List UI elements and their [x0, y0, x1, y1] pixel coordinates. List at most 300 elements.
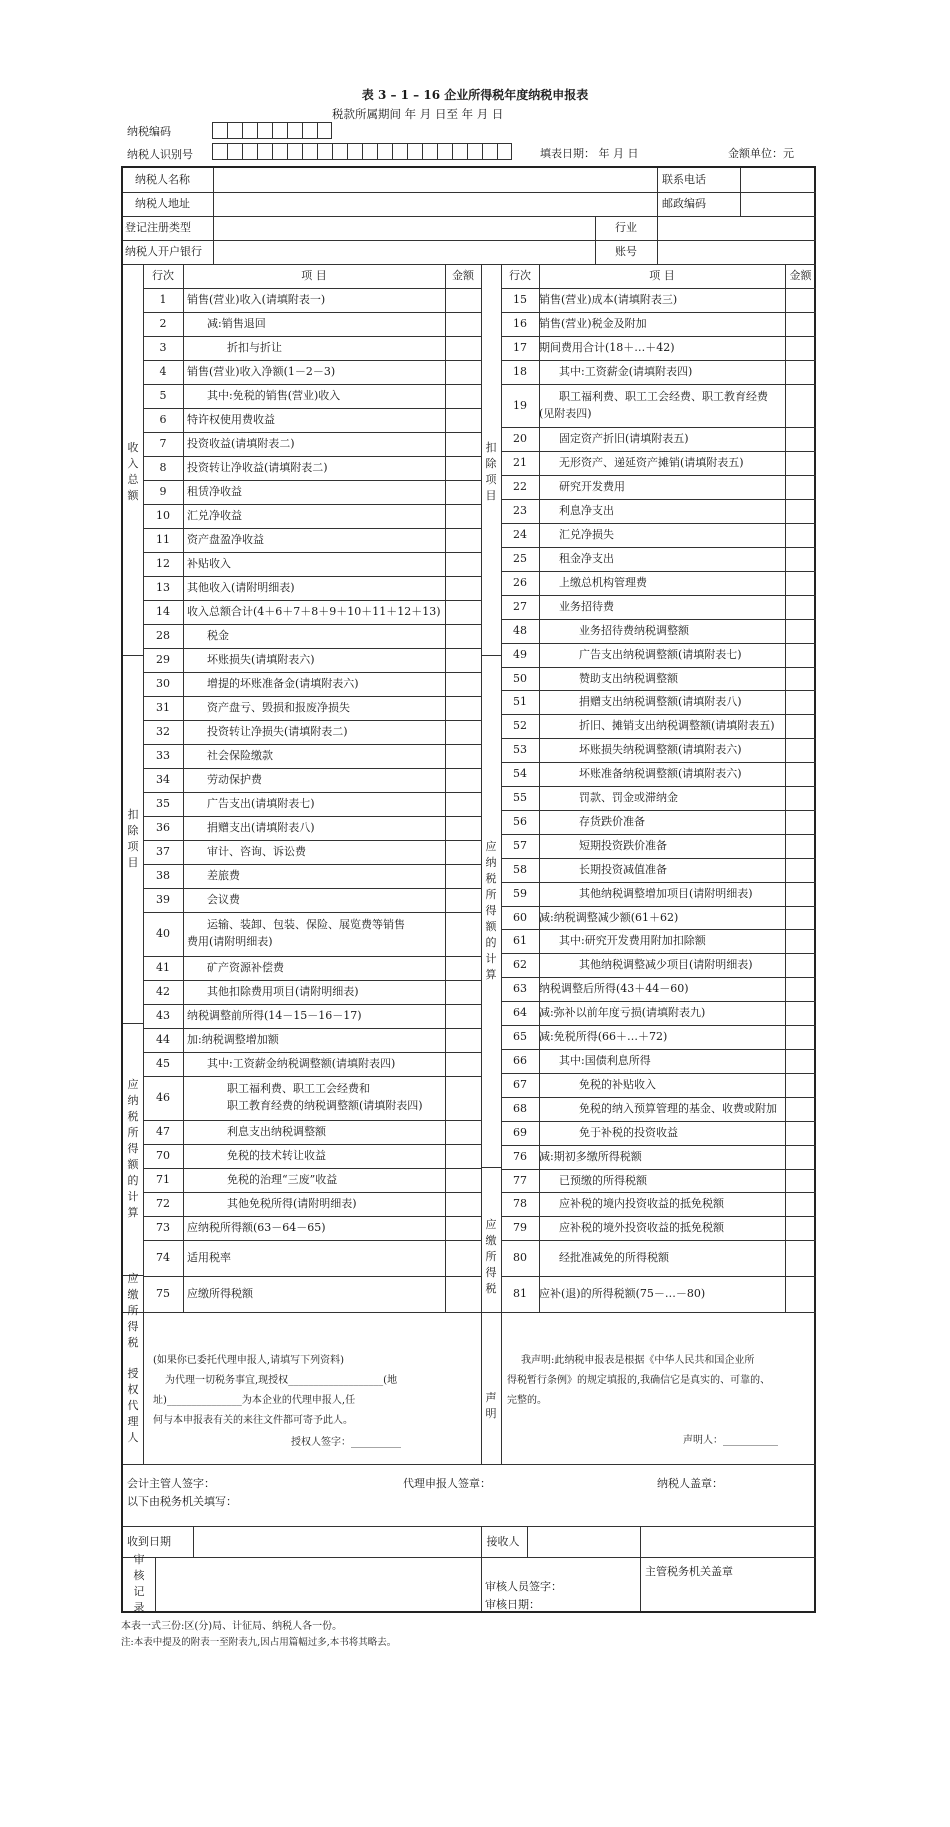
amount-input[interactable]: [445, 1028, 481, 1052]
row-label-line: 职工教育经费的纳税调整额(请填附表四): [227, 1099, 423, 1112]
row-label: 存货跌价准备: [579, 815, 645, 828]
row-number: 35: [156, 797, 170, 810]
row-label: 减:弥补以前年度亏损(请填附表九): [539, 1006, 706, 1019]
amount-input[interactable]: [785, 786, 816, 810]
agent-line-2: 为代理一切税务事宜,现授权___________________(地: [165, 1375, 398, 1386]
tax-period: 税款所属期间 年 月 日至 年 月 日: [332, 107, 504, 121]
row-label: 免税的补贴收入: [579, 1078, 656, 1091]
registration-type-label: 登记注册类型: [125, 221, 191, 234]
row-number: 53: [513, 743, 527, 756]
row-label: 期间费用合计(18＋…＋42): [539, 341, 675, 354]
amount-input[interactable]: [785, 1049, 816, 1073]
amount-input[interactable]: [445, 1076, 481, 1120]
right-row-header: 行次: [509, 269, 531, 282]
row-number: 46: [156, 1091, 170, 1104]
row-label: 免税的技术转让收益: [227, 1149, 326, 1162]
left-row-header: 行次: [152, 269, 174, 282]
row-number: 56: [513, 815, 527, 828]
row-number: 71: [156, 1173, 170, 1186]
row-label: 纳税调整后所得(43＋44－60): [539, 982, 689, 995]
row-label: 已预缴的所得税额: [559, 1174, 647, 1187]
accountant-signature[interactable]: 会计主管人签字：: [127, 1477, 215, 1490]
amount-input[interactable]: [445, 528, 481, 552]
amount-input[interactable]: [785, 738, 816, 762]
amount-input[interactable]: [445, 1276, 481, 1312]
amount-input[interactable]: [785, 571, 816, 595]
receiver-label: 接收人: [486, 1535, 520, 1548]
row-number: 14: [156, 605, 170, 618]
amount-input[interactable]: [445, 312, 481, 336]
industry-label: 行业: [615, 221, 637, 234]
amount-input[interactable]: [785, 1097, 816, 1121]
statement-signature[interactable]: 声明人：___________: [683, 1435, 778, 1446]
amount-input[interactable]: [785, 810, 816, 834]
audit-section-label: 审 核 记 录: [133, 1553, 145, 1614]
row-number: 1: [159, 293, 167, 306]
amount-input[interactable]: [445, 912, 481, 956]
amount-input[interactable]: [785, 523, 816, 547]
fill-date: 填表日期： 年 月 日: [540, 147, 639, 160]
amount-input[interactable]: [445, 768, 481, 792]
row-number: 72: [156, 1197, 170, 1210]
row-label: 经批准减免的所得税额: [559, 1251, 669, 1264]
amount-input[interactable]: [445, 288, 481, 312]
row-label: 减:销售退回: [207, 317, 266, 330]
amount-input[interactable]: [445, 792, 481, 816]
amount-input[interactable]: [445, 672, 481, 696]
amount-input[interactable]: [785, 451, 816, 475]
row-label: 汇兑净损失: [559, 528, 614, 541]
row-number: 52: [513, 719, 527, 732]
row-number: 24: [513, 528, 527, 541]
row-number: 66: [513, 1054, 527, 1067]
tax-office-seal: 主管税务机关盖章: [645, 1565, 733, 1578]
amount-input[interactable]: [785, 762, 816, 786]
row-label: 劳动保护费: [207, 773, 262, 786]
row-number: 54: [513, 767, 527, 780]
amount-input[interactable]: [445, 648, 481, 672]
row-number: 32: [156, 725, 170, 738]
amount-input[interactable]: [785, 1240, 816, 1276]
row-label: 应纳税所得额(63－64－65): [187, 1221, 326, 1234]
amount-input[interactable]: [445, 504, 481, 528]
row-number: 44: [156, 1033, 170, 1046]
amount-input[interactable]: [785, 882, 816, 906]
amount-input[interactable]: [445, 600, 481, 624]
row-number: 63: [513, 982, 527, 995]
row-label: 汇兑净收益: [187, 509, 242, 522]
amount-input[interactable]: [445, 1216, 481, 1240]
right-item-header: 项 目: [649, 269, 675, 282]
amount-input[interactable]: [785, 1073, 816, 1097]
row-label: 广告支出纳税调整额(请填附表七): [579, 648, 742, 661]
note-appendix: 注:本表中提及的附表一至附表九,因占用篇幅过多,本书将其略去。: [121, 1637, 397, 1648]
row-label: 其他纳税调整减少项目(请附明细表): [579, 958, 753, 971]
amount-input[interactable]: [445, 480, 481, 504]
row-number: 80: [513, 1251, 527, 1264]
row-number: 28: [156, 629, 170, 642]
amount-input[interactable]: [445, 980, 481, 1004]
row-number: 62: [513, 958, 527, 971]
amount-input[interactable]: [785, 360, 816, 384]
amount-input[interactable]: [785, 667, 816, 691]
amount-input[interactable]: [785, 1001, 816, 1025]
row-label: 折旧、摊销支出纳税调整额(请填附表五): [579, 719, 775, 732]
row-label: 资产盘亏、毁损和报废净损失: [207, 701, 350, 714]
row-label: 租金净支出: [559, 552, 614, 565]
payable-left-section-label: 应 缴 所 得 税: [127, 1272, 139, 1349]
row-number: 79: [513, 1221, 527, 1234]
row-number: 65: [513, 1030, 527, 1043]
row-number: 74: [156, 1251, 170, 1264]
amount-input[interactable]: [785, 1145, 816, 1169]
row-number: 5: [159, 389, 167, 402]
row-number: 26: [513, 576, 527, 589]
amount-input[interactable]: [785, 288, 816, 312]
row-label: 免税的治理“三废”收益: [227, 1173, 338, 1186]
row-number: 39: [156, 893, 170, 906]
amount-input[interactable]: [445, 360, 481, 384]
agent-line-4: 何与本申报表有关的来往文件都可寄予此人。: [153, 1415, 353, 1426]
deduct-section-label: 扣 除 项 目: [127, 808, 139, 869]
taxpayer-seal[interactable]: 纳税人盖章：: [657, 1477, 723, 1490]
row-number: 69: [513, 1126, 527, 1139]
statement-section-label: 声 明: [485, 1390, 497, 1420]
row-label: 减:期初多缴所得税额: [539, 1150, 642, 1163]
row-number: 76: [513, 1150, 527, 1163]
amount-input[interactable]: [445, 1004, 481, 1028]
account-label: 账号: [615, 245, 637, 258]
row-label: 短期投资跌价准备: [579, 839, 667, 852]
taxable-left-section-label: 应 纳 税 所 得 额 的 计 算: [127, 1078, 139, 1219]
row-number: 16: [513, 317, 527, 330]
row-number: 81: [513, 1287, 527, 1300]
row-label: 免税的纳入预算管理的基金、收费或附加: [579, 1102, 777, 1115]
row-label: 会议费: [207, 893, 240, 906]
agent-seal[interactable]: 代理申报人签章：: [403, 1477, 491, 1490]
row-label: 其中:研究开发费用附加扣除额: [559, 934, 706, 947]
row-label-line: 职工福利费、职工工会经费和: [227, 1082, 370, 1095]
row-label: 长期投资减值准备: [579, 863, 667, 876]
row-label: 其中:工资薪金(请填附表四): [559, 365, 693, 378]
row-number: 8: [159, 461, 167, 474]
row-label: 无形资产、递延资产摊销(请填附表五): [559, 456, 744, 469]
amount-input[interactable]: [785, 547, 816, 571]
row-number: 41: [156, 961, 170, 974]
amount-input[interactable]: [785, 690, 816, 714]
row-number: 45: [156, 1057, 170, 1070]
amount-input[interactable]: [445, 624, 481, 648]
row-number: 2: [159, 317, 167, 330]
row-number: 68: [513, 1102, 527, 1115]
row-label: 销售(营业)成本(请填附表三): [539, 293, 678, 306]
row-number: 23: [513, 504, 527, 517]
row-label: 利息支出纳税调整额: [227, 1125, 326, 1138]
row-label: 矿产资源补偿费: [207, 961, 284, 974]
row-number: 36: [156, 821, 170, 834]
amount-input[interactable]: [785, 714, 816, 738]
row-number: 64: [513, 1006, 527, 1019]
tax-return-table: [121, 166, 816, 1613]
row-label: 其中:免税的销售(营业)收入: [207, 389, 341, 402]
row-number: 18: [513, 365, 527, 378]
row-number: 12: [156, 557, 170, 570]
amount-input[interactable]: [785, 834, 816, 858]
amount-input[interactable]: [445, 888, 481, 912]
row-label: 纳税调整前所得(14－15－16－17): [187, 1009, 362, 1022]
row-number: 38: [156, 869, 170, 882]
tax-office-fill-label: 以下由税务机关填写：: [127, 1495, 237, 1508]
row-number: 25: [513, 552, 527, 565]
amount-input[interactable]: [445, 864, 481, 888]
taxpayer-name-label: 纳税人名称: [135, 173, 190, 186]
row-label: 资产盘盈净收益: [187, 533, 264, 546]
amount-input[interactable]: [445, 696, 481, 720]
row-number: 70: [156, 1149, 170, 1162]
row-label: 投资转让净损失(请填附表二): [207, 725, 348, 738]
row-number: 37: [156, 845, 170, 858]
row-label: 适用税率: [187, 1251, 231, 1264]
amount-input[interactable]: [785, 953, 816, 977]
row-label: 捐赠支出(请填附表八): [207, 821, 315, 834]
right-amount-header: 金额: [789, 269, 812, 282]
amount-input[interactable]: [445, 1168, 481, 1192]
row-label: 应补税的境外投资收益的抵免税额: [559, 1221, 724, 1234]
agent-signature[interactable]: 授权人签字：__________: [291, 1437, 401, 1448]
row-label: 投资收益(请填附表二): [187, 437, 295, 450]
row-label: 免于补税的投资收益: [579, 1126, 678, 1139]
amount-input[interactable]: [445, 432, 481, 456]
row-number: 67: [513, 1078, 527, 1091]
row-number: 55: [513, 791, 527, 804]
taxpayer-code-label: 纳税编码: [127, 125, 171, 138]
row-label: 其他收入(请附明细表): [187, 581, 295, 594]
row-label: 应补(退)的所得税额(75－…－80): [539, 1287, 706, 1300]
amount-input[interactable]: [785, 1192, 816, 1216]
row-number: 3: [159, 341, 167, 354]
amount-input[interactable]: [785, 336, 816, 360]
row-label-line: 运输、装卸、包装、保险、展览费等销售: [207, 918, 405, 931]
amount-input[interactable]: [785, 906, 816, 930]
row-label: 业务招待费纳税调整额: [579, 624, 689, 637]
row-number: 22: [513, 480, 527, 493]
row-number: 50: [513, 672, 527, 685]
row-label: 坏账准备纳税调整额(请填附表六): [579, 767, 742, 780]
amount-input[interactable]: [445, 576, 481, 600]
row-label: 罚款、罚金或滞纳金: [579, 791, 678, 804]
row-number: 11: [156, 533, 170, 546]
row-number: 9: [159, 485, 167, 498]
amount-input[interactable]: [785, 1169, 816, 1193]
row-label: 坏账损失(请填附表六): [207, 653, 315, 666]
amount-input[interactable]: [445, 1240, 481, 1276]
row-number: 4: [159, 365, 167, 378]
row-number: 59: [513, 887, 527, 900]
row-number: 51: [513, 695, 527, 708]
row-number: 6: [159, 413, 167, 426]
agent-line-1: (如果你已委托代理申报人,请填写下列资料): [153, 1355, 344, 1366]
statement-line-3: 完整的。: [507, 1395, 547, 1406]
row-number: 47: [156, 1125, 170, 1138]
row-label: 销售(营业)收入净额(1－2－3): [187, 365, 336, 378]
payable-right-section-label: 应 缴 所 得 税: [485, 1218, 497, 1295]
row-label: 研究开发费用: [559, 480, 625, 493]
amount-input[interactable]: [785, 619, 816, 643]
row-number: 77: [513, 1174, 527, 1187]
row-label: 减:纳税调整减少额(61＋62): [539, 911, 679, 924]
agent-line-3: 址)_______________为本企业的代理申报人,任: [153, 1395, 356, 1406]
row-number: 21: [513, 456, 527, 469]
row-number: 29: [156, 653, 170, 666]
row-number: 57: [513, 839, 527, 852]
row-number: 61: [513, 934, 527, 947]
row-label: 补贴收入: [187, 557, 231, 570]
row-number: 78: [513, 1197, 527, 1210]
amount-input[interactable]: [445, 456, 481, 480]
row-number: 33: [156, 749, 170, 762]
row-number: 34: [156, 773, 170, 786]
row-number: 75: [156, 1287, 170, 1300]
row-label: 销售(营业)收入(请填附表一): [187, 293, 326, 306]
row-label: 特许权使用费收益: [187, 413, 275, 426]
row-number: 19: [513, 399, 527, 412]
row-label: 赞助支出纳税调整额: [579, 672, 678, 685]
amount-input[interactable]: [445, 1192, 481, 1216]
amount-input[interactable]: [785, 475, 816, 499]
row-number: 10: [156, 509, 170, 522]
row-number: 20: [513, 432, 527, 445]
bank-label: 纳税人开户银行: [125, 245, 202, 258]
taxpayer-address-label: 纳税人地址: [135, 197, 190, 210]
amount-input[interactable]: [785, 312, 816, 336]
row-label: 社会保险缴款: [207, 749, 273, 762]
amount-input[interactable]: [445, 1144, 481, 1168]
audit-date[interactable]: 审核日期：: [485, 1598, 540, 1611]
row-number: 73: [156, 1221, 170, 1234]
statement-line-1: 我声明:此纳税申报表是根据《中华人民共和国企业所: [521, 1355, 755, 1366]
amount-input[interactable]: [785, 858, 816, 882]
amount-input[interactable]: [445, 840, 481, 864]
row-label-line: 费用(请附明细表): [187, 935, 273, 948]
postcode-label: 邮政编码: [662, 197, 706, 210]
auditor-signature[interactable]: 审核人员签字：: [485, 1580, 562, 1593]
row-number: 30: [156, 677, 170, 690]
taxable-right-section-label: 应 纳 税 所 得 额 的 计 算: [485, 840, 497, 981]
row-label: 加:纳税调整增加额: [187, 1033, 279, 1046]
row-number: 49: [513, 648, 527, 661]
row-label: [227, 1080, 445, 1114]
taxpayer-id-boxes[interactable]: [212, 143, 512, 160]
row-number: 48: [513, 624, 527, 637]
row-label: 其他免税所得(请附明细表): [227, 1197, 357, 1210]
deduct-right-section-label: 扣 除 项 目: [485, 440, 497, 502]
received-date-label: 收到日期: [127, 1535, 171, 1548]
row-label-line: (见附表四): [539, 407, 592, 420]
row-label: 销售(营业)税金及附加: [539, 317, 647, 330]
income-section-label: 收 入 总 额: [127, 440, 139, 502]
amount-input[interactable]: [785, 384, 816, 428]
taxpayer-code-boxes[interactable]: [212, 122, 332, 139]
row-label: 其他扣除费用项目(请附明细表): [207, 985, 359, 998]
row-label: 差旅费: [207, 869, 240, 882]
taxpayer-id-label: 纳税人识别号: [127, 148, 193, 161]
row-number: 31: [156, 701, 170, 714]
row-number: 13: [156, 581, 170, 594]
amount-input[interactable]: [445, 744, 481, 768]
row-number: 58: [513, 863, 527, 876]
amount-unit: 金额单位：元: [728, 147, 794, 160]
row-label: 应缴所得税额: [187, 1287, 253, 1300]
amount-input[interactable]: [445, 552, 481, 576]
row-label: 固定资产折旧(请填附表五): [559, 432, 689, 445]
row-label: 坏账损失纳税调整额(请填附表六): [579, 743, 742, 756]
row-label: 减:免税所得(66＋…＋72): [539, 1030, 668, 1043]
amount-input[interactable]: [785, 1216, 816, 1240]
row-number: 40: [156, 927, 170, 940]
amount-input[interactable]: [785, 977, 816, 1001]
amount-input[interactable]: [445, 408, 481, 432]
row-label: [539, 388, 807, 422]
row-label: 税金: [207, 629, 229, 642]
amount-input[interactable]: [785, 427, 816, 451]
row-label: 增提的坏账准备金(请填附表六): [207, 677, 359, 690]
left-item-header: 项 目: [301, 269, 327, 282]
row-label: 利息净支出: [559, 504, 614, 517]
row-label-line: 职工福利费、职工工会经费、职工教育经费: [559, 390, 768, 403]
row-label: [187, 916, 445, 950]
row-label: 其中:工资薪金纳税调整额(请填附表四): [207, 1057, 396, 1070]
form-title: 表 3 – 1 – 16 企业所得税年度纳税申报表: [361, 88, 589, 102]
amount-input[interactable]: [445, 336, 481, 360]
row-label: 上缴总机构管理费: [559, 576, 647, 589]
row-number: 60: [513, 911, 527, 924]
amount-input[interactable]: [785, 595, 816, 619]
row-number: 43: [156, 1009, 170, 1022]
amount-input[interactable]: [445, 720, 481, 744]
amount-input[interactable]: [785, 929, 816, 953]
row-number: 15: [513, 293, 527, 306]
row-label: 投资转让净收益(请填附表二): [187, 461, 328, 474]
amount-input[interactable]: [445, 956, 481, 980]
row-label: 租赁净收益: [187, 485, 242, 498]
amount-input[interactable]: [445, 1120, 481, 1144]
amount-input[interactable]: [785, 643, 816, 667]
agent-section-label: 授 权 代 理 人: [127, 1366, 139, 1444]
row-label: 广告支出(请填附表七): [207, 797, 315, 810]
amount-input[interactable]: [785, 1025, 816, 1049]
amount-input[interactable]: [785, 1276, 816, 1312]
left-amount-header: 金额: [452, 269, 474, 282]
row-label: 收入总额合计(4＋6＋7＋8＋9＋10＋11＋12＋13): [187, 605, 441, 618]
amount-input[interactable]: [445, 384, 481, 408]
row-label: 捐赠支出纳税调整额(请填附表八): [579, 695, 742, 708]
amount-input[interactable]: [445, 1052, 481, 1076]
amount-input[interactable]: [785, 499, 816, 523]
amount-input[interactable]: [445, 816, 481, 840]
amount-input[interactable]: [785, 1121, 816, 1145]
row-number: 7: [159, 437, 167, 450]
row-label: 应补税的境内投资收益的抵免税额: [559, 1197, 724, 1210]
row-label: 业务招待费: [559, 600, 614, 613]
row-number: 17: [513, 341, 527, 354]
row-label: 其中:国债利息所得: [559, 1054, 651, 1067]
row-number: 27: [513, 600, 527, 613]
row-number: 42: [156, 985, 170, 998]
row-label: 其他纳税调整增加项目(请附明细表): [579, 887, 753, 900]
phone-label: 联系电话: [662, 173, 706, 186]
row-label: 审计、咨询、诉讼费: [207, 845, 306, 858]
statement-line-2: 得税暂行条例》的规定填报的,我确信它是真实的、可靠的、: [507, 1375, 771, 1386]
